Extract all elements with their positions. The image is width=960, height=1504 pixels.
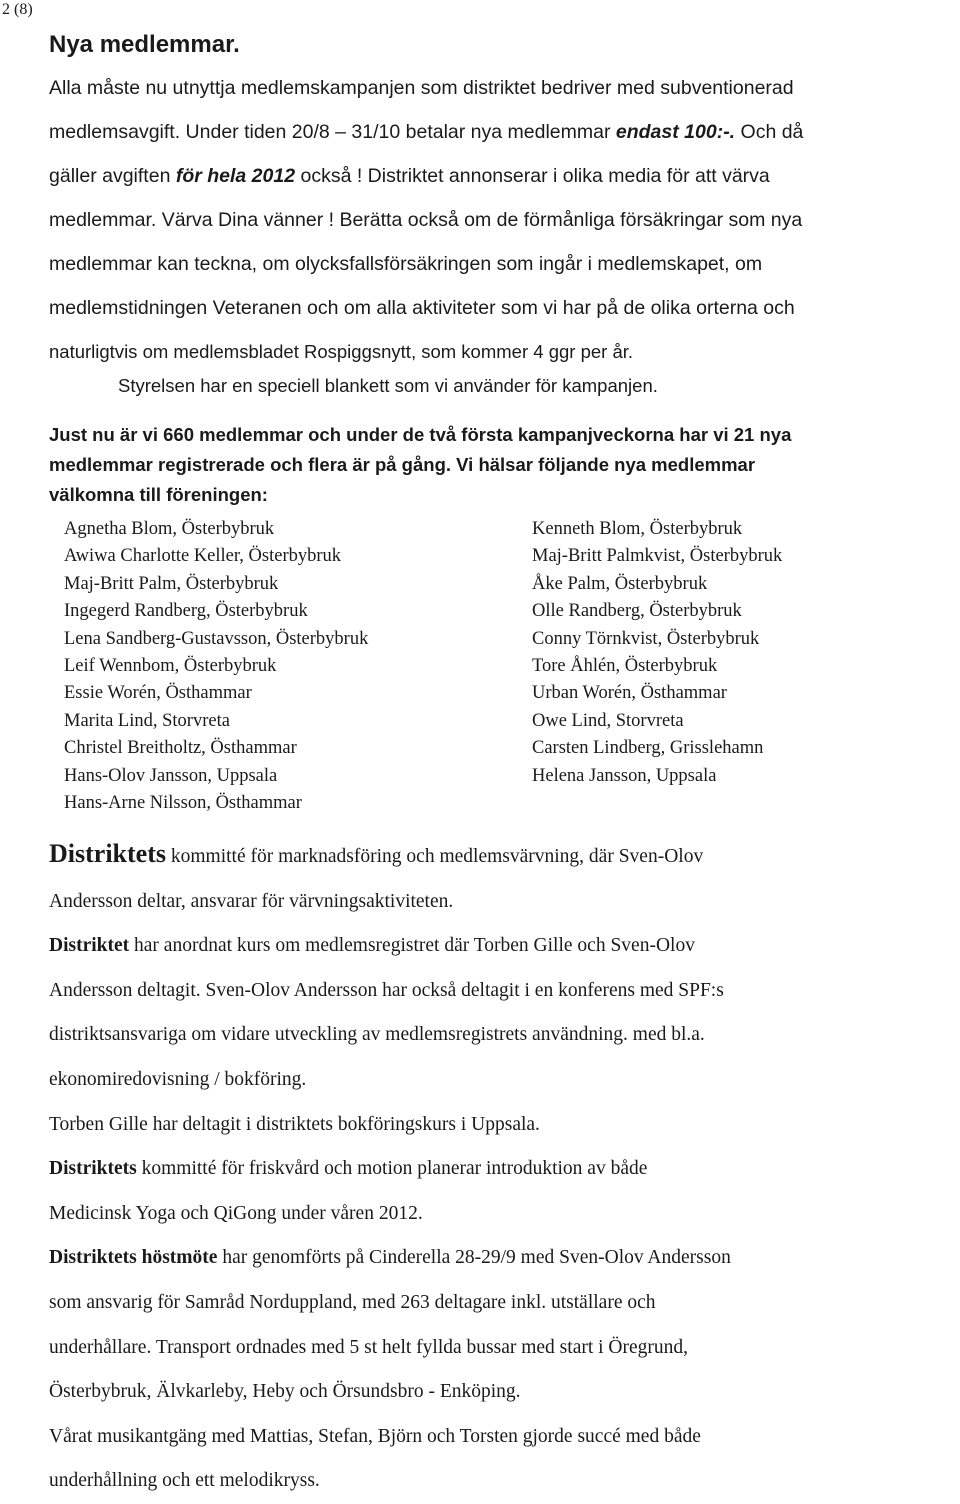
board-form-line: Styrelsen har en speciell blankett som vi använder för kampanjen.: [118, 375, 658, 396]
paragraph-line: Vårat musikantgäng med Mattias, Stefan, Björn och Torsten gjorde succé med både: [49, 1425, 701, 1447]
list-item: Agnetha Blom, Österbybruk: [64, 519, 275, 539]
intro-line: medlemsavgift. Under tiden 20/8 – 31/10 betalar nya medlemmar endast 100:-. Och då: [49, 121, 804, 143]
list-item: Ingegerd Randberg, Österbybruk: [64, 601, 308, 622]
page-number: 2 (8): [2, 1, 33, 18]
intro-line: gäller avgiften för hela 2012 också ! Distriktet annonserar i olika media för att värva: [49, 165, 770, 187]
list-item: Olle Randberg, Österbybruk: [532, 601, 742, 622]
intro-line: medlemstidningen Veteranen och om alla aktiviteter som vi har på de olika orterna och: [49, 297, 795, 319]
paragraph-line: Österbybruk, Älvkarleby, Heby och Örsundsbro - Enköping.: [49, 1381, 521, 1403]
paragraph-lead: Distriktets höstmöte: [49, 1247, 218, 1269]
paragraph-line: underhållning och ett melodikryss.: [49, 1470, 320, 1492]
list-item: Owe Lind, Storvreta: [532, 710, 684, 731]
list-item: Marita Lind, Storvreta: [64, 710, 230, 731]
paragraph-line: Distriktets höstmöte har genomförts på Cinderella 28-29/9 med Sven-Olov Andersson: [49, 1247, 731, 1269]
emphasis-price: endast 100:-.: [615, 121, 736, 143]
paragraph-line: underhållare. Transport ordnades med 5 st helt fyllda bussar med start i Öregrund,: [49, 1336, 689, 1358]
list-item: Maj-Britt Palmkvist, Österbybruk: [532, 546, 783, 567]
district-activities: [49, 832, 960, 1504]
list-item: Carsten Lindberg, Grisslehamn: [532, 738, 764, 759]
list-item: Hans-Arne Nilsson, Östhammar: [64, 793, 302, 814]
list-item: Hans-Olov Jansson, Uppsala: [64, 765, 278, 786]
membership-bulletin-line: naturligtvis om medlemsbladet Rospiggsnytt, som kommer 4 ggr per år.: [49, 341, 634, 362]
paragraph-line: Andersson deltagit. Sven-Olov Andersson har också deltagit i en konferens med SPF:s: [49, 979, 724, 1001]
list-item: Christel Breitholtz, Östhammar: [64, 738, 297, 759]
paragraph-line: ekonomiredovisning / bokföring.: [49, 1068, 307, 1090]
intro-paragraph: [49, 66, 949, 330]
paragraph-line: Distriktets kommitté för friskvård och motion planerar introduktion av både: [49, 1158, 648, 1180]
paragraph-line: Distriktets kommitté för marknadsföring och medlemsvärvning, där Sven-Olov: [49, 839, 704, 868]
intro-line: medlemmar. Värva Dina vänner ! Berätta också om de förmånliga försäkringar som nya: [49, 209, 803, 231]
stats-line: Just nu är vi 660 medlemmar och under de två första kampanjveckorna har vi 21 nya: [49, 424, 792, 445]
list-item: Urban Worén, Östhammar: [532, 683, 727, 704]
paragraph-line: distriktsansvariga om vidare utveckling av medlemsregistrets användning. med bl.a.: [49, 1024, 705, 1046]
list-item: Maj-Britt Palm, Österbybruk: [64, 573, 279, 594]
paragraph-lead: Distriktets: [49, 839, 166, 868]
paragraph-line: som ansvarig för Samråd Norduppland, med 263 deltagare inkl. utställare och: [49, 1291, 656, 1313]
list-item: Leif Wennbom, Österbybruk: [64, 656, 277, 677]
paragraph-line: Medicinsk Yoga och QiGong under våren 2012.: [49, 1202, 423, 1224]
paragraph-line: Torben Gille har deltagit i distriktets bokföringskurs i Uppsala.: [49, 1113, 540, 1135]
new-members-list-right: [532, 516, 782, 790]
stats-line: välkomna till föreningen:: [49, 484, 268, 505]
intro-line: medlemmar kan teckna, om olycksfallsförsäkringen som ingår i medlemskapet, om: [49, 253, 763, 275]
new-members-list-left: [64, 516, 368, 817]
paragraph-line: Andersson deltar, ansvarar för värvningsaktiviteten.: [49, 890, 454, 912]
stats-line: medlemmar registrerade och flera är på gång. Vi hälsar följande nya medlemmar: [49, 454, 756, 475]
list-item: Kenneth Blom, Österbybruk: [532, 519, 743, 539]
list-item: Essie Worén, Östhammar: [64, 683, 252, 704]
list-item: Awiwa Charlotte Keller, Österbybruk: [64, 546, 342, 567]
member-stats-paragraph: [49, 420, 949, 510]
paragraph-line: Distriktet har anordnat kurs om medlemsregistret där Torben Gille och Sven-Olov: [49, 935, 695, 957]
paragraph-lead: Distriktet: [49, 935, 130, 957]
list-item: Åke Palm, Österbybruk: [532, 573, 708, 594]
section-title: Nya medlemmar.: [49, 31, 240, 58]
emphasis-year: för hela 2012: [175, 165, 296, 187]
list-item: Lena Sandberg-Gustavsson, Österbybruk: [64, 628, 369, 649]
paragraph-lead: Distriktets: [49, 1158, 137, 1180]
list-item: Tore Åhlén, Österbybruk: [532, 656, 718, 677]
list-item: Conny Törnkvist, Österbybruk: [532, 628, 760, 649]
list-item: Helena Jansson, Uppsala: [532, 765, 717, 786]
intro-line: Alla måste nu utnyttja medlemskampanjen som distriktet bedriver med subventionerad: [49, 77, 794, 99]
